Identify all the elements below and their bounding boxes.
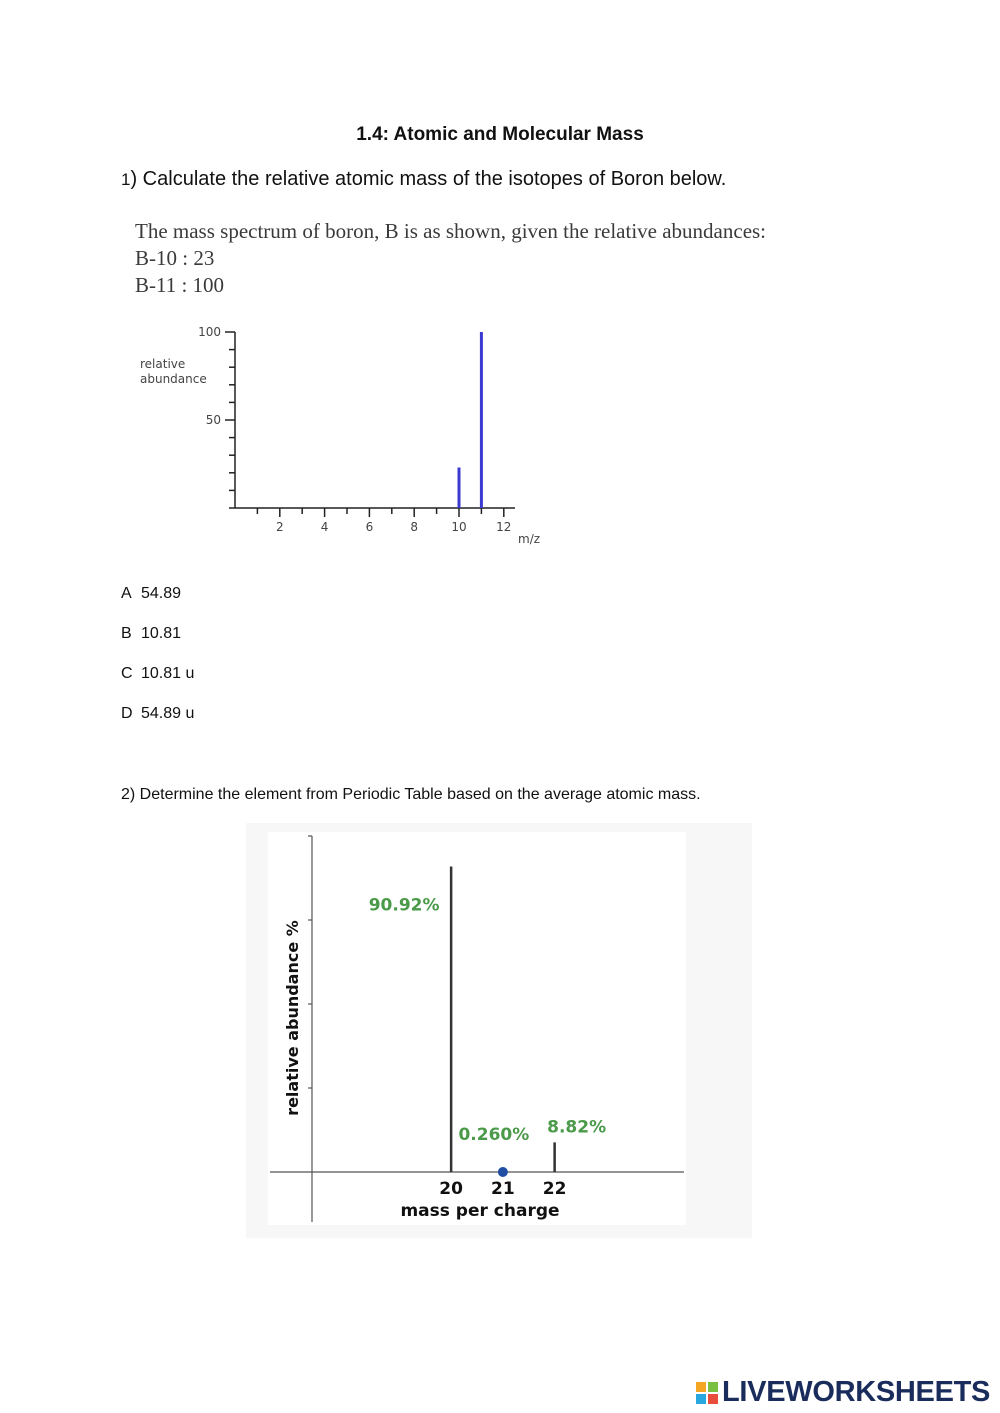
x-tick-label: 4	[320, 520, 329, 534]
y-axis-label-line1: relative	[140, 357, 186, 371]
choice-text: 10.81 u	[141, 665, 195, 682]
x-tick-label: 21	[491, 1179, 515, 1199]
choice-text: 10.81	[141, 625, 182, 642]
y-tick-label: 50	[205, 413, 221, 427]
x-tick-label: 10	[451, 520, 467, 534]
choice-text: 54.89	[141, 585, 182, 602]
x-axis-label: m/z	[518, 532, 541, 546]
choice-text: 54.89 u	[141, 705, 195, 722]
question-1-number: 1	[121, 170, 131, 189]
question-1-prompt	[121, 168, 726, 191]
choice-letter: D	[121, 705, 133, 722]
question-2-prompt: 2) Determine the element from Periodic Table based on the average atomic mass.	[121, 786, 701, 803]
data-label: 8.82%	[547, 1117, 607, 1138]
x-tick-label: 6	[365, 520, 374, 534]
boron-spectrum-caption	[135, 218, 766, 299]
caption-line: B-11 : 100	[135, 273, 225, 297]
x-tick-label: 8	[410, 520, 419, 534]
boron-mass-spectrum-chart	[130, 320, 560, 555]
choice-b[interactable]	[121, 625, 181, 643]
y-tick-label: 100	[198, 325, 221, 339]
x-tick-label: 2	[275, 520, 284, 534]
choice-letter: B	[121, 625, 132, 642]
logo-text: LIVEWORKSHEETS	[722, 1376, 991, 1408]
choice-letter: A	[121, 585, 132, 602]
x-tick-label: 12	[496, 520, 512, 534]
x-tick-label: 22	[542, 1179, 567, 1199]
y-axis-label: relative abundance %	[283, 920, 302, 1116]
data-label: 0.260%	[458, 1125, 530, 1145]
choice-letter: C	[121, 665, 133, 682]
choice-d[interactable]	[121, 705, 194, 723]
mass-per-charge-chart	[268, 832, 686, 1225]
caption-line: B-10 : 23	[135, 246, 215, 270]
logo-icon	[696, 1382, 718, 1404]
choice-a[interactable]	[121, 585, 181, 603]
x-tick-label: 20	[439, 1179, 463, 1199]
bar-dot	[498, 1167, 508, 1177]
liveworksheets-logo	[696, 1376, 990, 1409]
question-1-text: ) Calculate the relative atomic mass of the isotopes of Boron below.	[130, 168, 727, 190]
x-axis-label: mass per charge	[400, 1201, 560, 1221]
page-title: 1.4: Atomic and Molecular Mass	[356, 124, 644, 145]
choice-c[interactable]	[121, 665, 194, 683]
data-label: 90.92%	[368, 895, 440, 916]
caption-line: The mass spectrum of boron, B is as shown, given the relative abundances:	[135, 219, 767, 243]
y-axis-label-line2: abundance	[140, 372, 207, 386]
